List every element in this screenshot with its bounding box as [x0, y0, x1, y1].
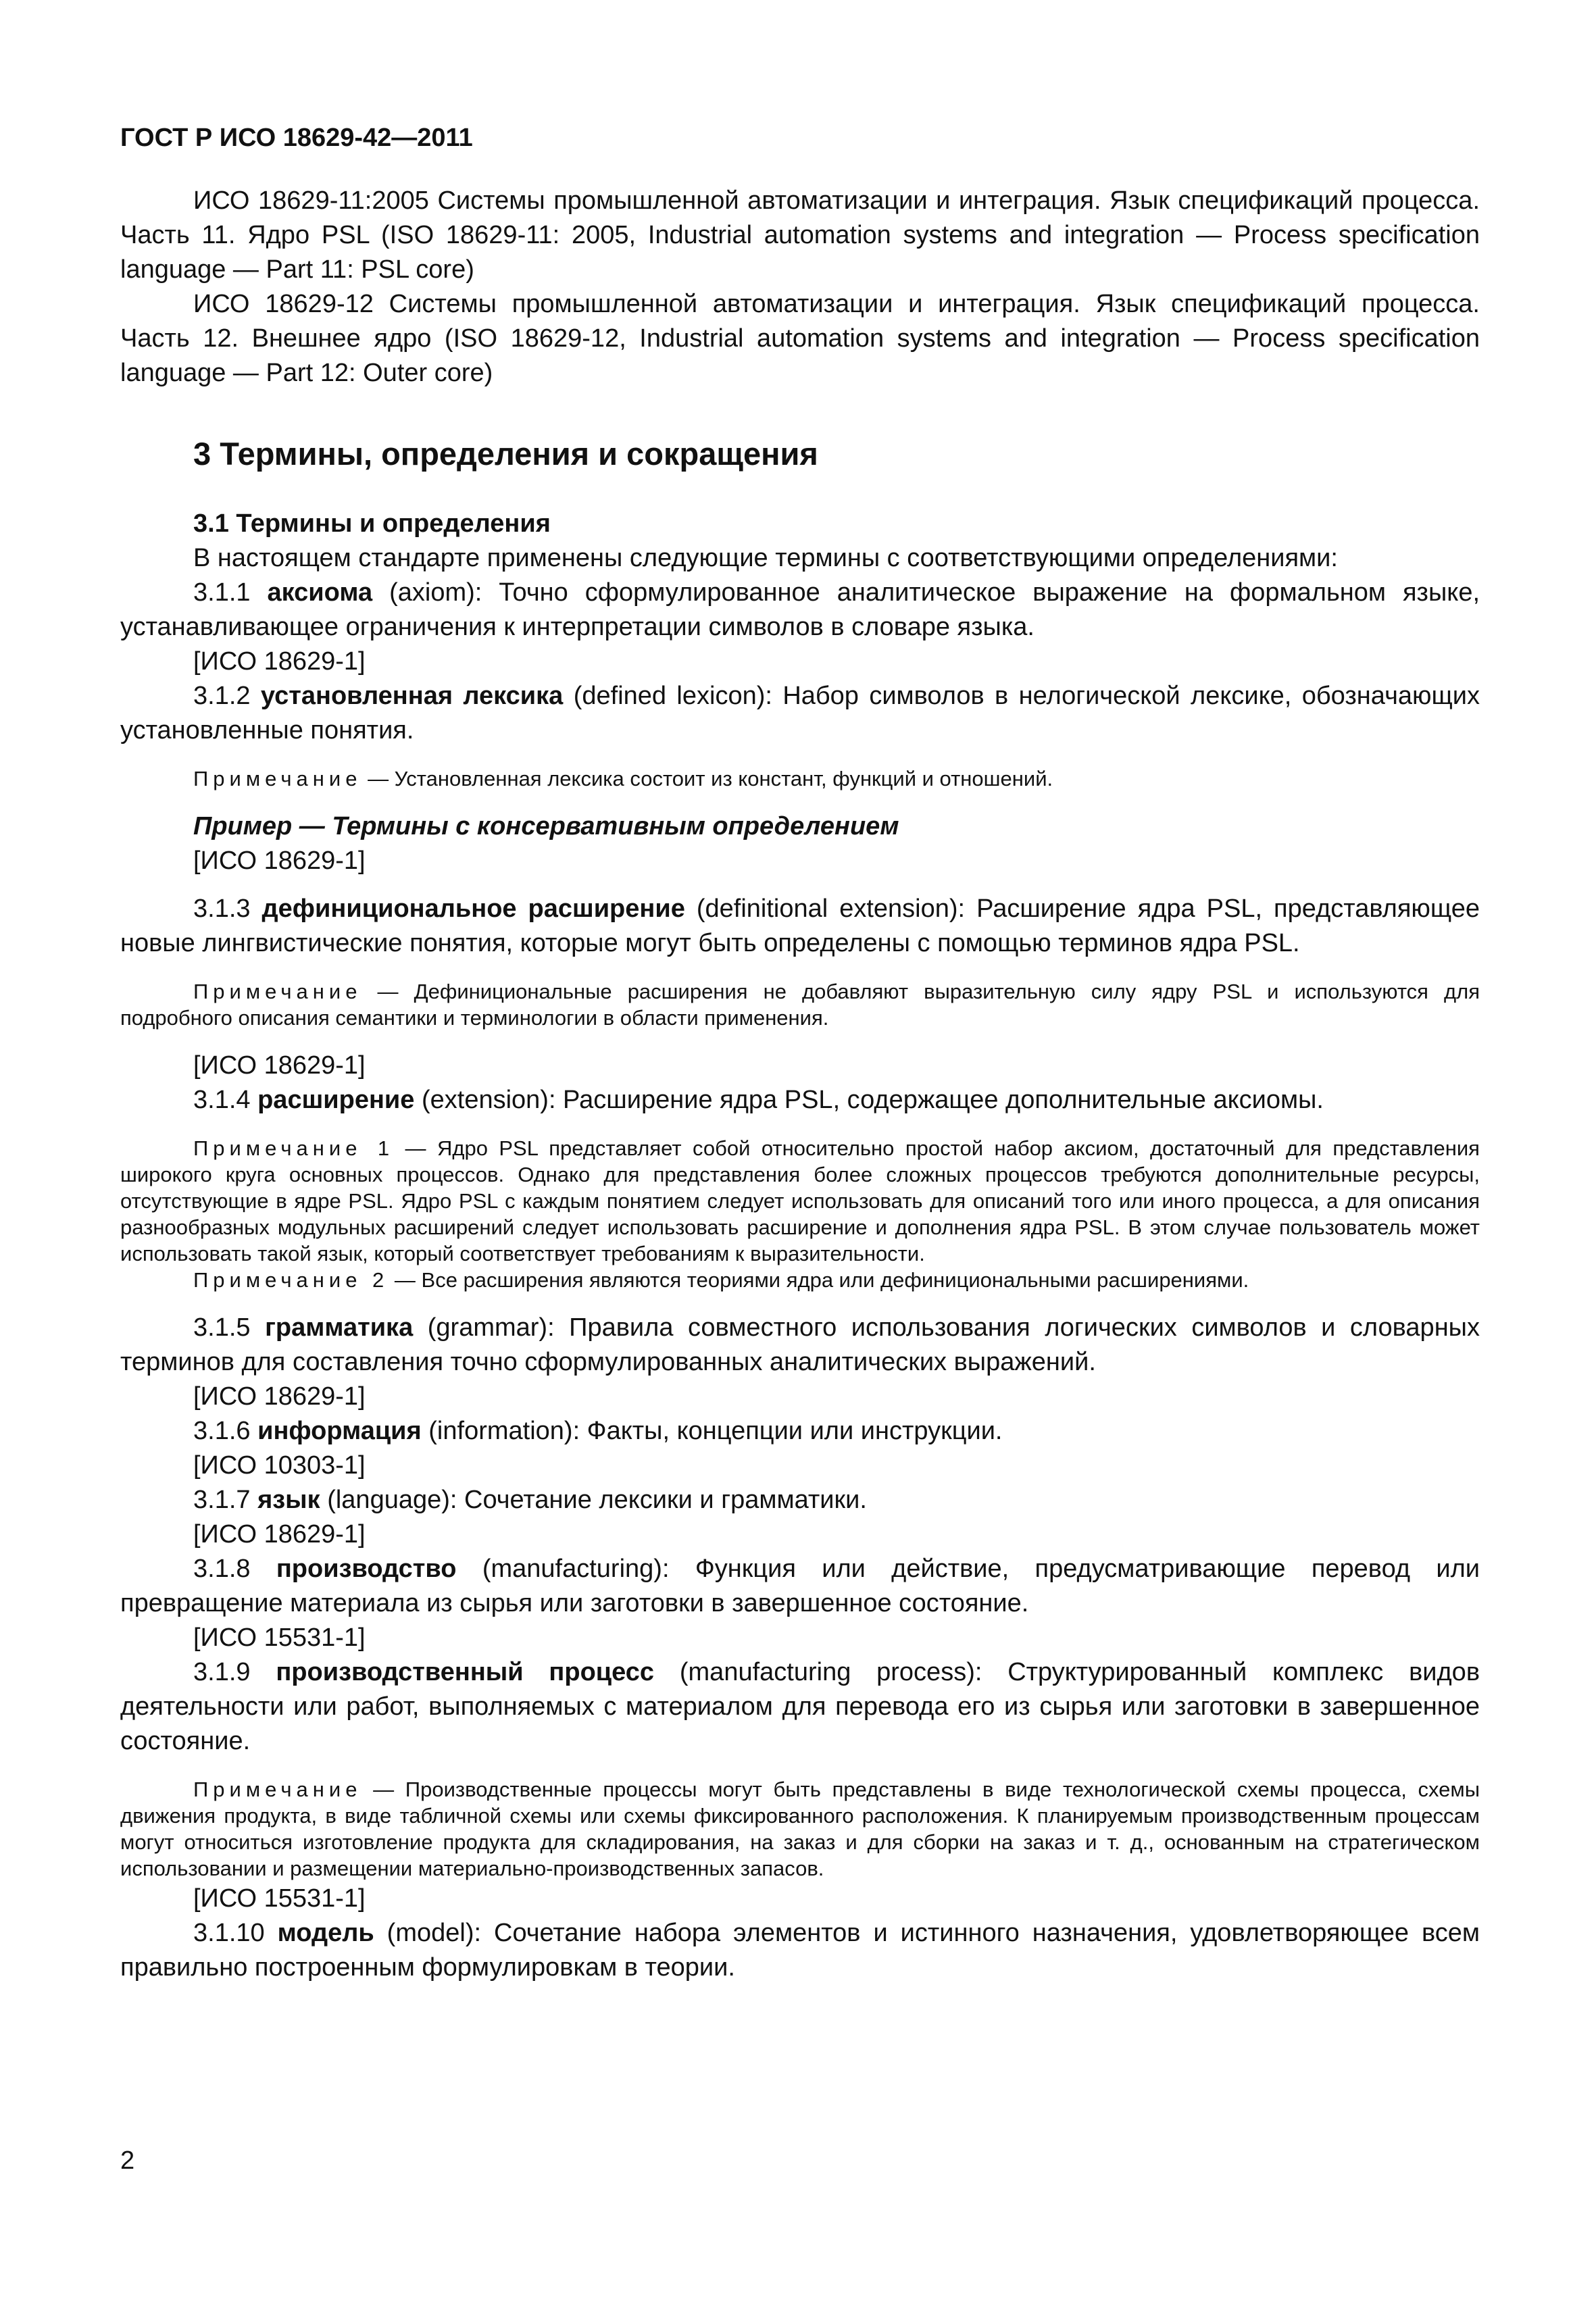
term-definition: [120, 1552, 1480, 1621]
intro-paragraph: В настоящем стандарте применены следующие термины с соответствующими определениями:: [193, 544, 1338, 572]
note-label: Примечание: [193, 980, 362, 1003]
term-name: установленная лексика: [260, 682, 564, 710]
term-text: (axiom): Точно сформулированное аналитическое выражение на формальном языке, устанавливающее ограничения к интерпретации символов в словаре языка.: [120, 578, 1480, 641]
term-note: [120, 978, 1480, 1031]
term-note: [120, 1135, 1480, 1267]
term-name: расширение: [257, 1086, 415, 1114]
term-source: [ИСО 10303-1]: [193, 1451, 366, 1480]
term-definition: [120, 679, 1480, 748]
note-label: Примечание 1: [193, 1136, 395, 1160]
term-text: (defined lexicon): Набор символов в нелогической лексике, обозначающих установленные понятия.: [120, 682, 1480, 745]
term-number: 3.1.1: [193, 578, 251, 607]
note-text: — Установленная лексика состоит из констант, функций и отношений.: [368, 767, 1053, 790]
example-heading: Пример — Термины с консервативным определением: [193, 812, 899, 840]
note-text: — Дефинициональные расширения не добавляют выразительную силу ядру PSL и используются для подробного описания семантики и терминологии в области применения.: [120, 980, 1480, 1030]
term-number: 3.1.3: [193, 895, 251, 923]
term-number: 3.1.7: [193, 1486, 251, 1514]
term-definition: [120, 1083, 1480, 1117]
term-definition: [120, 892, 1480, 961]
term-definition: [120, 576, 1480, 645]
term-name: информация: [257, 1417, 422, 1445]
term-definition: [120, 1414, 1480, 1449]
term-note: [120, 765, 1480, 792]
term-text: (definitional extension): Расширение ядра PSL, представляющее новые лингвистические понятия, которые могут быть определены с помощью терминов ядра PSL.: [120, 895, 1480, 957]
term-name: язык: [257, 1486, 320, 1514]
note-label: Примечание 2: [193, 1268, 389, 1292]
term-note: [120, 1776, 1480, 1882]
term-text: (model): Сочетание набора элементов и истинного назначения, удовлетворяющее всем правильно построенным формулировкам в теории.: [120, 1919, 1480, 1982]
term-text: (grammar): Правила совместного использования логических символов и словарных терминов для составления точно сформулированных аналитических выражений.: [120, 1313, 1480, 1376]
term-source: [ИСО 18629-1]: [193, 847, 366, 875]
term-definition: [120, 1916, 1480, 1985]
normative-reference: ИСО 18629-11:2005 Системы промышленной автоматизации и интеграция. Язык спецификаций процесса. Часть 11. Ядро PSL (ISO 18629-11: 2005, Industrial automation systems and integration — Process specification language — Part 11: PSL core): [120, 186, 1480, 284]
term-number: 3.1.6: [193, 1417, 251, 1445]
term-number: 3.1.5: [193, 1313, 251, 1342]
term-definition: [120, 1311, 1480, 1380]
term-number: 3.1.4: [193, 1086, 251, 1114]
term-name: дефинициональное расширение: [261, 895, 685, 923]
subsection-heading: 3.1 Термины и определения: [193, 509, 551, 538]
section-heading: 3 Термины, определения и сокращения: [193, 436, 818, 472]
term-number: 3.1.9: [193, 1658, 251, 1686]
term-text: (manufacturing): Функция или действие, предусматривающие перевод или превращение материала из сырья или заготовки в завершенное состояние.: [120, 1555, 1480, 1617]
term-source: [ИСО 15531-1]: [193, 1884, 366, 1913]
term-definition: [120, 1655, 1480, 1759]
note-text: — Все расширения являются теориями ядра или дефинициональными расширениями.: [394, 1268, 1249, 1292]
term-source: [ИСО 18629-1]: [193, 1520, 366, 1549]
page-content: [120, 120, 1480, 1985]
term-name: производство: [276, 1555, 457, 1583]
term-text: (manufacturing process): Структурированный комплекс видов деятельности или работ, выполняемых с материалом для перевода его из сырья или заготовки в завершенное состояние.: [120, 1658, 1480, 1755]
term-number: 3.1.2: [193, 682, 251, 710]
note-label: Примечание: [193, 767, 362, 790]
term-name: грамматика: [265, 1313, 414, 1342]
term-note: [120, 1267, 1480, 1293]
note-label: Примечание: [193, 1778, 362, 1801]
term-name: производственный процесс: [276, 1658, 655, 1686]
term-text: (language): Сочетание лексики и грамматики.: [327, 1486, 867, 1514]
term-name: аксиома: [267, 578, 373, 607]
document-header: ГОСТ Р ИСО 18629-42—2011: [120, 124, 473, 152]
term-number: 3.1.8: [193, 1555, 251, 1583]
note-text: — Производственные процессы могут быть представлены в виде технологической схемы процесса, схемы движения продукта, в виде табличной схемы или схемы фиксированного расположения. К планируемым производственным процессам могут относиться изготовление продукта для складирования, на заказ и для сборки на заказ и т. д., основанным на стратегическом использовании и размещении материально-производственных запасов.: [120, 1778, 1480, 1880]
note-text: — Ядро PSL представляет собой относительно простой набор аксиом, достаточный для представления широкого круга основных процессов. Однако для представления более сложных процессов требуются дополнительные ресурсы, отсутствующие в ядре PSL. Ядро PSL с каждым понятием следует использовать для описаний того или иного процесса, а для описания разнообразных модульных расширений следует использовать расширение и дополнения ядра PSL. В этом случае пользователь может использовать такой язык, который соответствует требованиям к выразительности.: [120, 1136, 1480, 1265]
term-name: модель: [277, 1919, 374, 1947]
term-source: [ИСО 18629-1]: [193, 1051, 366, 1080]
term-number: 3.1.10: [193, 1919, 265, 1947]
normative-reference: ИСО 18629-12 Системы промышленной автоматизации и интеграция. Язык спецификаций процесса. Часть 12. Внешнее ядро (ISO 18629-12, Industrial automation systems and integration — Process specification language — Part 12: Outer core): [120, 290, 1480, 387]
term-source: [ИСО 18629-1]: [193, 1382, 366, 1411]
term-text: (extension): Расширение ядра PSL, содержащее дополнительные аксиомы.: [421, 1086, 1324, 1114]
term-text: (information): Факты, концепции или инструкции.: [428, 1417, 1003, 1445]
term-source: [ИСО 15531-1]: [193, 1624, 366, 1652]
term-definition: [120, 1483, 1480, 1517]
term-source: [ИСО 18629-1]: [193, 647, 366, 676]
page-number: 2: [120, 2146, 135, 2175]
